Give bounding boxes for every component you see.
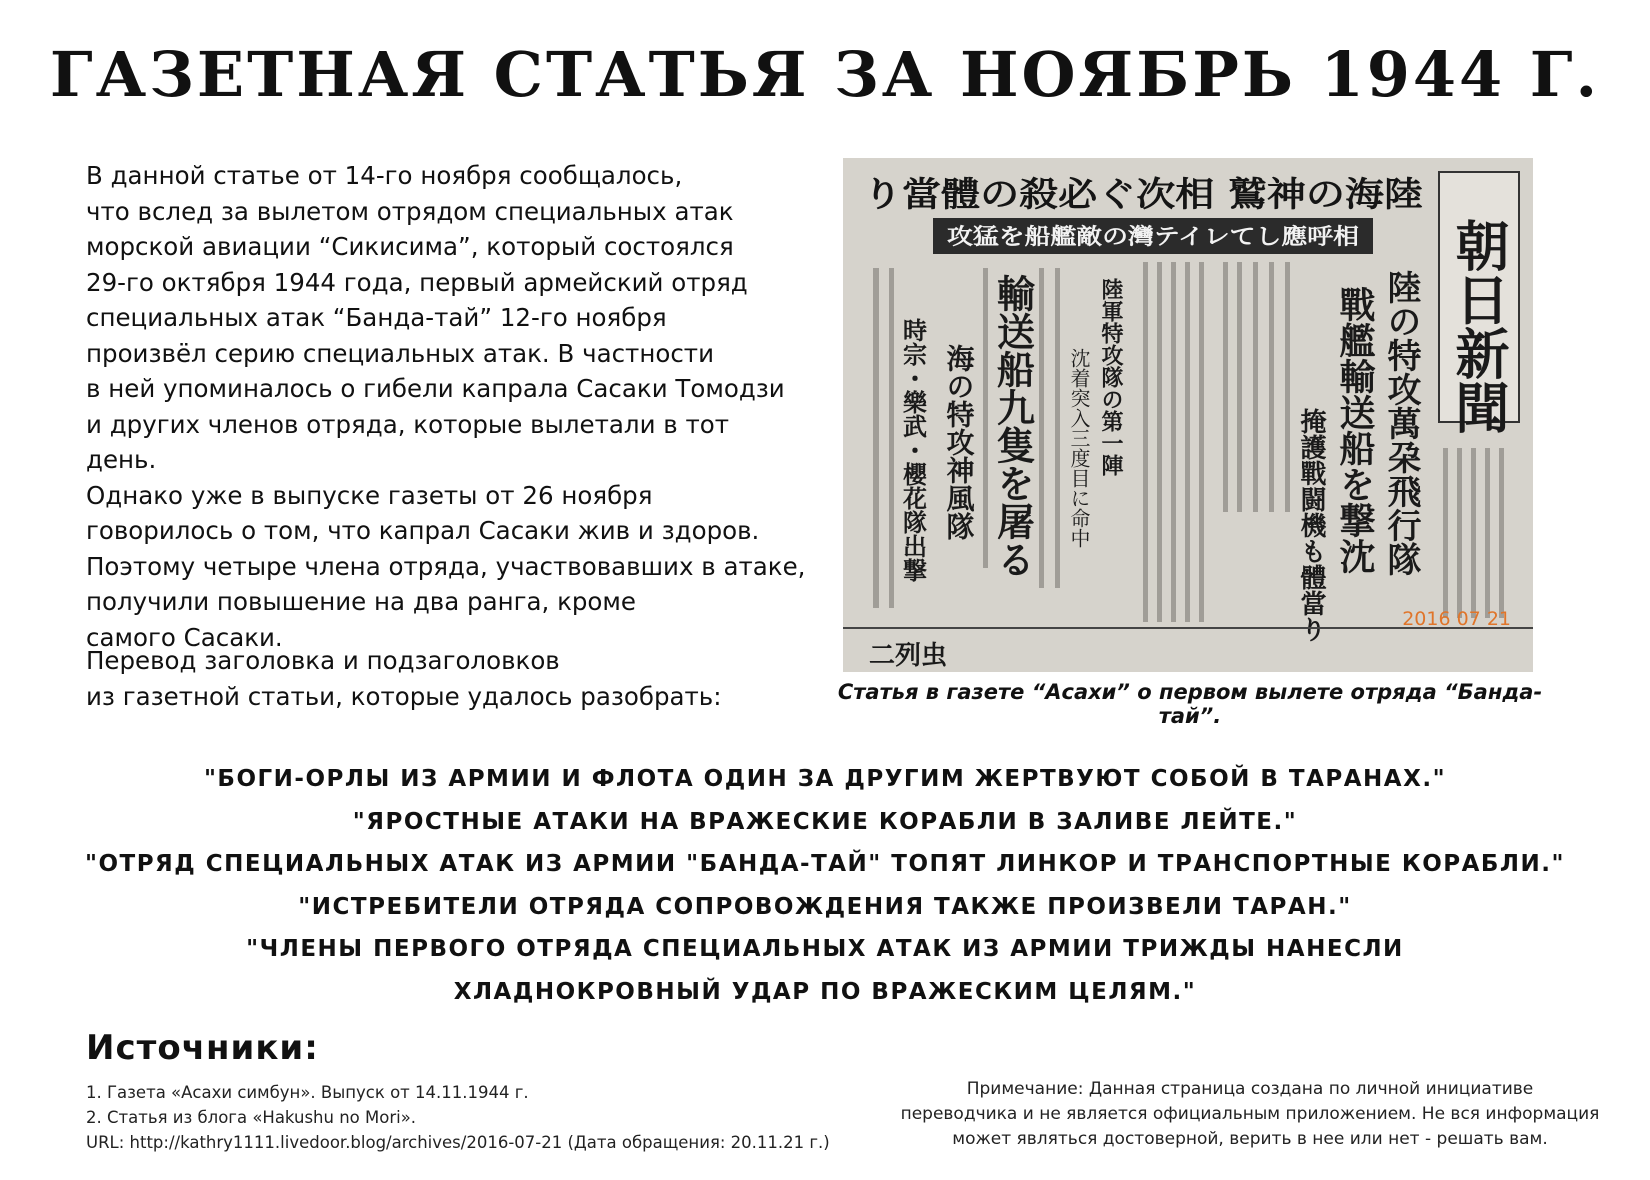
translated-headlines xyxy=(0,758,1650,1013)
source-item: 1. Газета «Асахи симбун». Выпуск от 14.11.1944 г. xyxy=(86,1083,529,1102)
translation-intro-line: Перевод заголовка и подзаголовков xyxy=(86,646,560,675)
translated-headline: "ЯРОСТНЫЕ АТАКИ НА ВРАЖЕСКИЕ КОРАБЛИ В ЗАЛИВЕ ЛЕЙТЕ." xyxy=(352,808,1298,835)
translated-headline: "БОГИ-ОРЛЫ ИЗ АРМИИ И ФЛОТА ОДИН ЗА ДРУГИМ ЖЕРТВУЮТ СОБОЙ В ТАРАНАХ." xyxy=(203,766,1447,792)
article-line: Однако уже в выпуске газеты от 26 ноября xyxy=(86,480,653,510)
newspaper-bottom-fragment: 二列虫 xyxy=(869,641,948,671)
translation-intro-line: из газетной статьи, которые удалось разобрать: xyxy=(86,681,722,711)
translated-headline: "ЧЛЕНЫ ПЕРВОГО ОТРЯДА СПЕЦИАЛЬНЫХ АТАК ИЗ АРМИИ ТРИЖДЫ НАНЕСЛИ xyxy=(246,936,1404,962)
translated-headline: "ОТРЯД СПЕЦИАЛЬНЫХ АТАК ИЗ АРМИИ "БАНДА-ТАЙ" ТОПЯТ ЛИНКОР И ТРАНСПОРТНЫЕ КОРАБЛИ." xyxy=(84,851,1566,877)
article-line: В данной статье от 14-го ноября сообщалось, xyxy=(86,161,683,190)
note-line: Примечание: Данная страница создана по личной инициативе xyxy=(966,1079,1534,1099)
source-item: 2. Статья из блога «Hakushu no Mori». xyxy=(86,1108,417,1127)
newspaper-masthead: 朝日新聞 xyxy=(1447,218,1511,434)
translation-intro xyxy=(86,643,806,714)
note-line: переводчика и не является официальным приложением. Не вся информация xyxy=(900,1104,1600,1124)
newspaper-column-title: 戰艦輸送船を撃沈 xyxy=(1334,286,1376,574)
article-text xyxy=(86,158,806,655)
article-line: Поэтому четыре члена отряда, участвовавших в атаке, xyxy=(86,551,806,581)
newspaper-column-title: 時宗・樂武・櫻花隊出撃 xyxy=(898,318,928,582)
page-title: ГАЗЕТНАЯ СТАТЬЯ ЗА НОЯБРЬ 1944 Г. xyxy=(49,38,1601,111)
article-line: получили повышение на два ранга, кроме xyxy=(86,587,636,616)
newspaper-column-title: 輸送船九隻を屠る xyxy=(990,274,1036,578)
article-line: самого Сасаки. xyxy=(86,622,283,652)
article-line: что вслед за вылетом отрядом специальных атак xyxy=(86,196,734,226)
newspaper-column-title: 陸軍特攻隊の第一陣 xyxy=(1098,278,1124,476)
article-line: в ней упоминалось о гибели капрала Сасаки Томодзи xyxy=(86,374,785,403)
article-line: и других членов отряда, которые вылетали в тот день. xyxy=(86,409,730,474)
newspaper-column-title: 陸の特攻萬朶飛行隊 xyxy=(1381,270,1421,576)
article-line: говорилось о том, что капрал Сасаки жив и здоров. xyxy=(86,516,760,545)
source-url[interactable]: URL: http://kathry1111.livedoor.blog/archives/2016-07-21 (Дата обращения: 20.11.21 г.) xyxy=(86,1133,830,1152)
newspaper-headline: り當體の殺必ぐ次相 鷲神の海陸 xyxy=(863,175,1423,215)
newspaper-illustration xyxy=(843,158,1533,672)
article-line: специальных атак “Банда-тай” 12-го ноября xyxy=(86,303,667,332)
article-line: произвёл серию специальных атак. В частности xyxy=(86,338,714,368)
newspaper-subheadline: 攻猛を船艦敵の灣テイレてし應呼相 xyxy=(947,225,1298,250)
sources-list xyxy=(86,1080,886,1155)
translated-headline: "ИСТРЕБИТЕЛИ ОТРЯДА СОПРОВОЖДЕНИЯ ТАКЖЕ ПРОИЗВЕЛИ ТАРАН." xyxy=(298,893,1352,920)
sources-heading: Источники: xyxy=(86,1028,319,1068)
newspaper-column-title: 掩護戰闘機も體當り xyxy=(1296,408,1326,642)
photo-date-stamp: 2016 07 21 xyxy=(1402,608,1511,630)
newspaper-column-title: 海の特攻神風隊 xyxy=(942,344,976,540)
photo-caption: Статья в газете “Асахи” о первом вылете отряда “Банда-тай”. xyxy=(837,680,1543,728)
article-line: 29-го октября 1944 года, первый армейский отряд xyxy=(86,267,748,297)
newspaper-photo xyxy=(843,158,1533,672)
newspaper-column-title: 沈着突入三度目に命中 xyxy=(1067,348,1091,548)
translated-headline: ХЛАДНОКРОВНЫЙ УДАР ПО ВРАЖЕСКИМ ЦЕЛЯМ." xyxy=(453,978,1197,1005)
article-line: морской авиации “Сикисима”, который состоялся xyxy=(86,232,734,261)
disclaimer-note xyxy=(880,1077,1620,1152)
note-line: может являться достоверной, верить в нее или нет - решать вам. xyxy=(952,1129,1548,1149)
